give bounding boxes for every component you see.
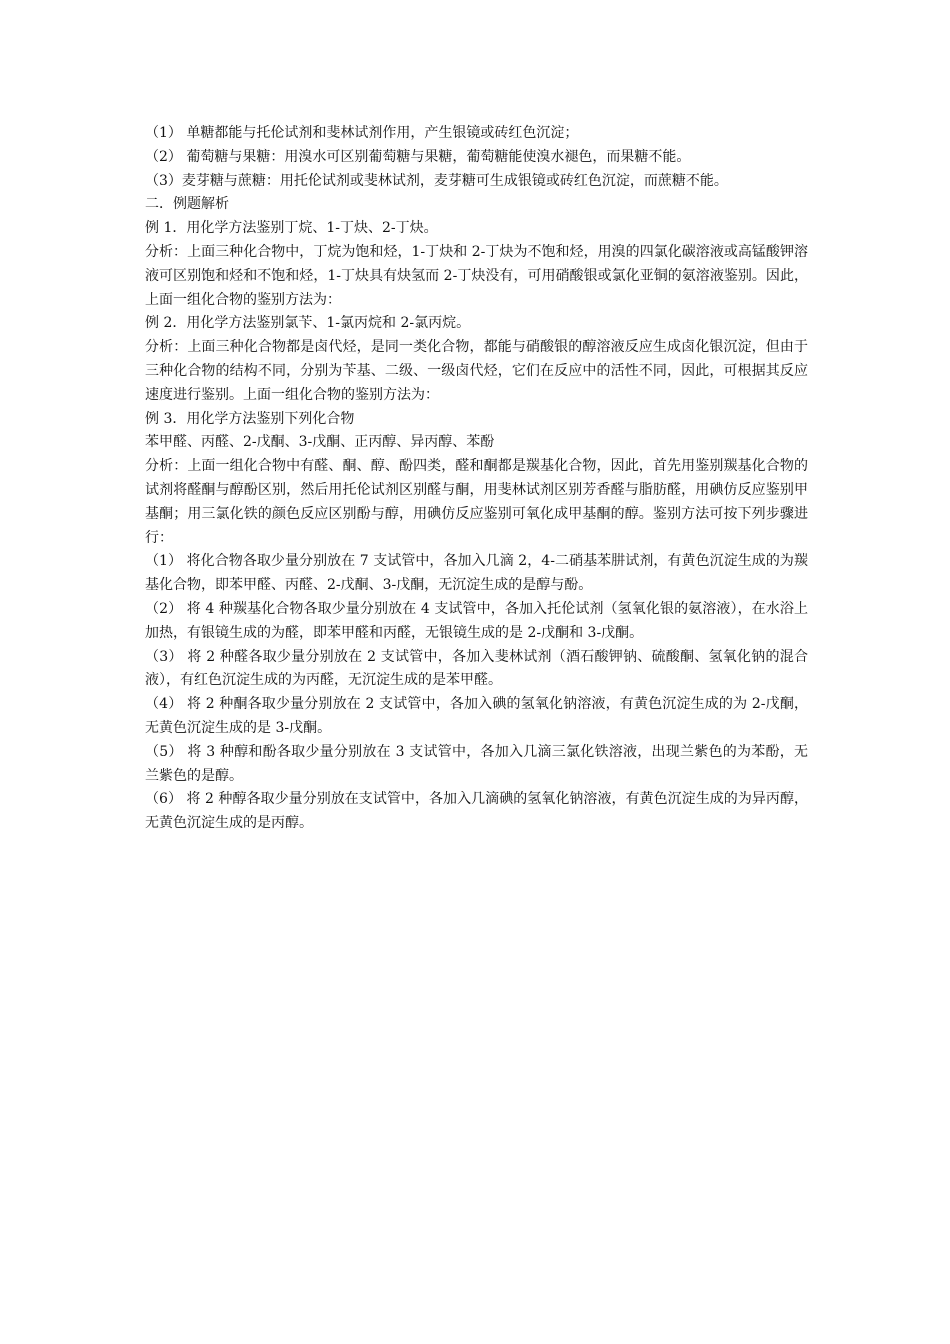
step-3: （3） 将 2 种醛各取少量分别放在 2 支试管中，各加入斐林试剂（酒石酸钾钠、硫酸酮、氢氧化钠的混合液），有红色沉淀生成的为丙醛，无沉淀生成的是苯甲醛。: [145, 648, 808, 689]
step-1: （1） 将化合物各取少量分别放在 7 支试管中，各加入几滴 2，4-二硝基苯肼试剂，有黄色沉淀生成的为羰基化合物，即苯甲醛、丙醛、2-戊酮、3-戊酮，无沉淀生成的是醇与酚。: [145, 553, 808, 594]
step-6: （6） 将 2 种醇各取少量分别放在支试管中，各加入几滴碘的氢氧化钠溶液，有黄色沉淀生成的为异丙醇，无黄色沉淀生成的是丙醇。: [145, 791, 808, 832]
example-2-analysis: 分析：上面三种化合物都是卤代烃，是同一类化合物，都能与硝酸银的醇溶液反应生成卤化银沉淀，但由于三种化合物的结构不同，分别为苄基、二级、一级卤代烃，它们在反应中的活性不同，因此，可根据其反应速度进行鉴别。上面一组化合物的鉴别方法为：: [145, 339, 808, 403]
step-4: （4） 将 2 种酮各取少量分别放在 2 支试管中，各加入碘的氢氧化钠溶液，有黄色沉淀生成的为 2-戊酮，无黄色沉淀生成的是 3-戊酮。: [145, 696, 808, 736]
example-3-analysis: 分析：上面一组化合物中有醛、酮、醇、酚四类，醛和酮都是羰基化合物，因此，首先用鉴别羰基化合物的试剂将醛酮与醇酚区别，然后用托伦试剂区别醛与酮，用斐林试剂区别芳香醛与脂肪醛，用碘仿反应鉴别甲基酮；用三氯化铁的颜色反应区别酚与醇，用碘仿反应鉴别可氧化成甲基酮的醇。鉴别方法可按下列步骤进行：: [145, 458, 808, 546]
step-5: （5） 将 3 种醇和酚各取少量分别放在 3 支试管中，各加入几滴三氯化铁溶液，出现兰紫色的为苯酚，无兰紫色的是醇。: [145, 743, 808, 784]
example-1-title: 例 1．用化学方法鉴别丁烷、1-丁炔、2-丁炔。: [145, 220, 438, 237]
paragraph-monosaccharide-test: （1） 单糖都能与托伦试剂和斐林试剂作用，产生银镜或砖红色沉淀；: [145, 125, 579, 141]
paragraph-glucose-fructose: （2） 葡萄糖与果糖：用溴水可区别葡萄糖与果糖，葡萄糖能使溴水褪色，而果糖不能。: [145, 148, 691, 165]
document-body: [145, 122, 808, 836]
paragraph-maltose-sucrose: （3）麦芽糖与蔗糖：用托伦试剂或斐林试剂，麦芽糖可生成银镜或砖红色沉淀，而蔗糖不能。: [145, 172, 728, 189]
example-2-title: 例 2．用化学方法鉴别氯苄、1-氯丙烷和 2-氯丙烷。: [145, 315, 471, 332]
example-3-compounds: 苯甲醛、丙醛、2-戊酮、3-戊酮、正丙醇、异丙醇、苯酚: [145, 434, 495, 451]
example-1-analysis: 分析：上面三种化合物中，丁烷为饱和烃，1-丁炔和 2-丁炔为不饱和烃，用溴的四氯化碳溶液或高锰酸钾溶液可区别饱和烃和不饱和烃，1-丁炔具有炔氢而 2-丁炔没有，可用硝酸银或氯化亚铜的氨溶液鉴别。因此，上面一组化合物的鉴别方法为：: [145, 243, 808, 308]
section-heading-examples: 二．例题解析: [145, 196, 229, 213]
step-2: （2） 将 4 种羰基化合物各取少量分别放在 4 支试管中，各加入托伦试剂（氢氧化银的氨溶液），在水浴上加热，有银镜生成的为醛，即苯甲醛和丙醛，无银镜生成的是 2-戊酮和 3-戊酮。: [145, 600, 808, 641]
example-3-title: 例 3．用化学方法鉴别下列化合物: [145, 410, 355, 427]
